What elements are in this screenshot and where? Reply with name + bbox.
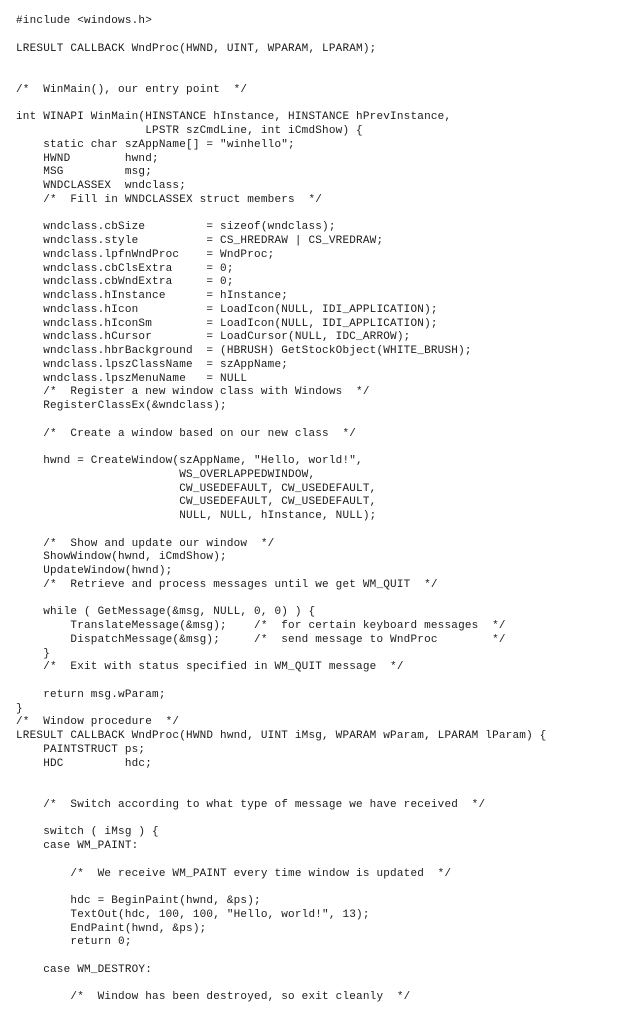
code-line: hdc = BeginPaint(hwnd, &ps); [16, 895, 261, 907]
code-line: HDC hdc; [16, 757, 153, 770]
code-line [16, 414, 616, 428]
code-line [16, 881, 616, 895]
code-line: wndclass.hbrBackground = (HBRUSH) GetStockObject(WHITE_BRUSH); [16, 345, 472, 357]
code-line: while ( GetMessage(&msg, NULL, 0, 0) ) { [16, 606, 316, 619]
code-line [16, 70, 616, 84]
code-line: /* Create a window based on our new class */ [16, 427, 357, 440]
code-line: LRESULT CALLBACK WndProc(HWND hwnd, UINT iMsg, WPARAM wParam, LPARAM lParam) { [16, 730, 547, 742]
code-line: MSG msg; [16, 166, 153, 179]
code-line: DispatchMessage(&msg); /* send message to WndProc */ [16, 633, 506, 646]
code-line: wndclass.cbClsExtra = 0; [16, 262, 234, 275]
code-line [16, 441, 616, 455]
code-line: case WM_DESTROY: [16, 963, 153, 976]
code-line: LPSTR szCmdLine, int iCmdShow) { [16, 125, 363, 137]
code-line [16, 593, 616, 607]
code-line: int WINAPI WinMain(HINSTANCE hInstance, HINSTANCE hPrevInstance, [16, 111, 452, 124]
code-line: UpdateWindow(hwnd); [16, 565, 173, 577]
code-line: /* WinMain(), our entry point */ [16, 83, 248, 96]
code-line: wndclass.lpszMenuName = NULL [16, 372, 248, 385]
code-line [16, 771, 616, 785]
code-line: HWND hwnd; [16, 152, 159, 165]
code-line: TranslateMessage(&msg); /* for certain keyboard messages */ [16, 620, 506, 632]
code-line: case WM_PAINT: [16, 840, 139, 852]
code-line: wndclass.hIcon = LoadIcon(NULL, IDI_APPLICATION); [16, 303, 438, 316]
code-line: wndclass.cbWndExtra = 0; [16, 276, 234, 289]
code-line [16, 98, 616, 112]
code-line: /* Window has been destroyed, so exit cleanly */ [16, 991, 411, 1004]
code-line: WS_OVERLAPPEDWINDOW, [16, 468, 316, 481]
code-line: } [16, 702, 23, 715]
code-line: /* Retrieve and process messages until we get WM_QUIT */ [16, 578, 438, 591]
code-line: wndclass.hCursor = LoadCursor(NULL, IDC_ARROW); [16, 331, 411, 344]
code-line: hwnd = CreateWindow(szAppName, "Hello, world!", [16, 455, 363, 467]
code-line: EndPaint(hwnd, &ps); [16, 922, 207, 935]
code-line: } [16, 647, 51, 660]
code-line: return 0; [16, 936, 132, 949]
code-line [16, 524, 616, 538]
code-line: wndclass.hInstance = hInstance; [16, 290, 289, 302]
code-line: wndclass.hIconSm = LoadIcon(NULL, IDI_APPLICATION); [16, 317, 438, 330]
code-line [16, 1005, 616, 1019]
code-line: wndclass.lpfnWndProc = WndProc; [16, 248, 275, 261]
code-line: /* Window procedure */ [16, 716, 180, 729]
code-line: WNDCLASSEX wndclass; [16, 180, 187, 192]
code-line: wndclass.lpszClassName = szAppName; [16, 358, 289, 371]
code-line [16, 208, 616, 222]
code-line: wndclass.cbSize = sizeof(wndclass); [16, 221, 336, 234]
code-line: CW_USEDEFAULT, CW_USEDEFAULT, [16, 496, 377, 509]
code-line [16, 29, 616, 43]
code-line: CW_USEDEFAULT, CW_USEDEFAULT, [16, 482, 377, 495]
code-line [16, 675, 616, 689]
code-line: /* We receive WM_PAINT every time window is updated */ [16, 867, 452, 880]
code-line: switch ( iMsg ) { [16, 826, 159, 839]
code-line: static char szAppName[] = "winhello"; [16, 138, 295, 151]
code-line: RegisterClassEx(&wndclass); [16, 400, 227, 412]
code-line: /* Show and update our window */ [16, 537, 275, 550]
code-line: ShowWindow(hwnd, iCmdShow); [16, 551, 227, 564]
code-line: PAINTSTRUCT ps; [16, 743, 146, 756]
code-line [16, 785, 616, 799]
code-line: TextOut(hdc, 100, 100, "Hello, world!", 13); [16, 908, 370, 921]
code-line: /* Exit with status specified in WM_QUIT message */ [16, 661, 404, 674]
code-line: wndclass.style = CS_HREDRAW | CS_VREDRAW; [16, 235, 384, 247]
code-line: /* Switch according to what type of message we have received */ [16, 798, 486, 811]
code-line: LRESULT CALLBACK WndProc(HWND, UINT, WPARAM, LPARAM); [16, 42, 377, 55]
code-listing [16, 15, 616, 1019]
code-line [16, 854, 616, 868]
code-line: #include <windows.h> [16, 15, 153, 27]
code-line: /* Register a new window class with Windows */ [16, 386, 370, 399]
code-line [16, 978, 616, 992]
code-line [16, 56, 616, 70]
code-line: return msg.wParam; [16, 688, 166, 701]
code-line: NULL, NULL, hInstance, NULL); [16, 510, 377, 522]
code-line [16, 950, 616, 964]
code-line [16, 813, 616, 827]
code-line: /* Fill in WNDCLASSEX struct members */ [16, 193, 323, 206]
